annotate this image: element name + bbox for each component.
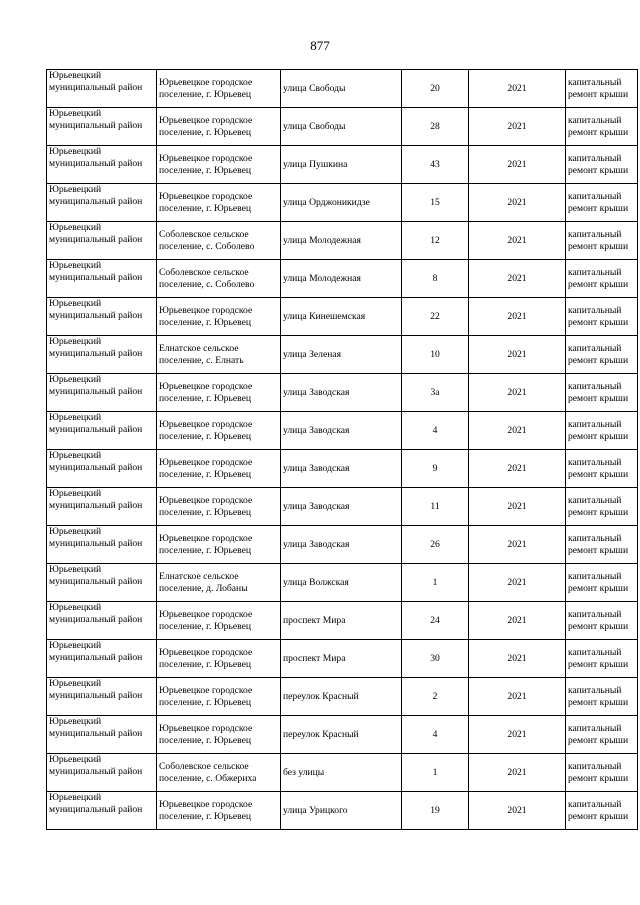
- year-cell: [469, 640, 566, 678]
- house-number-cell: [402, 108, 469, 146]
- settlement-cell: [157, 488, 281, 526]
- work-type-cell-text: капитальный ремонт крыши: [568, 571, 629, 594]
- table-row: [47, 602, 638, 640]
- house-number-cell-text: 22: [430, 310, 440, 322]
- street-cell-text: переулок Красный: [283, 728, 359, 740]
- settlement-cell-text: Юрьевецкое городское поселение, г. Юрьевец: [159, 381, 253, 404]
- house-number-cell: [402, 716, 469, 754]
- street-cell: [281, 526, 402, 564]
- work-type-cell-text: капитальный ремонт крыши: [568, 723, 629, 746]
- work-type-cell: [566, 298, 638, 336]
- table-body: [47, 70, 638, 830]
- work-type-cell-text: капитальный ремонт крыши: [568, 419, 629, 442]
- house-number-cell: [402, 146, 469, 184]
- street-cell: [281, 412, 402, 450]
- house-number-cell: [402, 640, 469, 678]
- house-number-cell-text: 1: [432, 576, 438, 588]
- house-number-cell: [402, 184, 469, 222]
- district-cell: [47, 298, 157, 336]
- settlement-cell-text: Юрьевецкое городское поселение, г. Юрьевец: [159, 647, 253, 670]
- year-cell: [469, 108, 566, 146]
- table-row: [47, 640, 638, 678]
- house-number-cell: [402, 602, 469, 640]
- street-cell-text: улица Зеленая: [283, 348, 342, 360]
- year-cell: [469, 184, 566, 222]
- year-cell: [469, 70, 566, 108]
- settlement-cell: [157, 412, 281, 450]
- street-cell: [281, 298, 402, 336]
- work-type-cell: [566, 336, 638, 374]
- district-cell-text: Юрьевецкий муниципальный район: [49, 716, 143, 739]
- work-type-cell: [566, 146, 638, 184]
- street-cell-text: переулок Красный: [283, 690, 359, 702]
- house-number-cell: [402, 526, 469, 564]
- work-type-cell-text: капитальный ремонт крыши: [568, 77, 629, 100]
- settlement-cell-text: Елнатское сельское поселение, д. Лобаны: [159, 571, 248, 594]
- settlement-cell: [157, 336, 281, 374]
- table-row: [47, 336, 638, 374]
- house-number-cell-text: 15: [430, 196, 440, 208]
- settlement-cell-text: Юрьевецкое городское поселение, г. Юрьевец: [159, 723, 253, 746]
- district-cell-text: Юрьевецкий муниципальный район: [49, 374, 143, 397]
- street-cell: [281, 678, 402, 716]
- settlement-cell: [157, 146, 281, 184]
- street-cell: [281, 184, 402, 222]
- street-cell: [281, 260, 402, 298]
- table-row: [47, 526, 638, 564]
- house-number-cell: [402, 374, 469, 412]
- district-cell-text: Юрьевецкий муниципальный район: [49, 488, 143, 511]
- settlement-cell-text: Юрьевецкое городское поселение, г. Юрьевец: [159, 609, 253, 632]
- street-cell: [281, 488, 402, 526]
- year-cell-text: 2021: [507, 120, 527, 132]
- settlement-cell-text: Юрьевецкое городское поселение, г. Юрьевец: [159, 685, 253, 708]
- street-cell: [281, 108, 402, 146]
- year-cell: [469, 526, 566, 564]
- district-cell-text: Юрьевецкий муниципальный район: [49, 336, 143, 359]
- year-cell: [469, 754, 566, 792]
- year-cell: [469, 260, 566, 298]
- year-cell: [469, 336, 566, 374]
- year-cell-text: 2021: [507, 386, 527, 398]
- district-cell: [47, 412, 157, 450]
- year-cell-text: 2021: [507, 652, 527, 664]
- street-cell: [281, 70, 402, 108]
- street-cell-text: улица Заводская: [283, 386, 350, 398]
- house-number-cell: [402, 298, 469, 336]
- table-row: [47, 450, 638, 488]
- year-cell-text: 2021: [507, 424, 527, 436]
- work-type-cell: [566, 488, 638, 526]
- settlement-cell-text: Юрьевецкое городское поселение, г. Юрьевец: [159, 799, 253, 822]
- work-type-cell-text: капитальный ремонт крыши: [568, 305, 629, 328]
- settlement-cell: [157, 564, 281, 602]
- year-cell: [469, 412, 566, 450]
- table-row: [47, 298, 638, 336]
- house-number-cell-text: 12: [430, 234, 440, 246]
- year-cell: [469, 792, 566, 830]
- work-type-cell: [566, 716, 638, 754]
- house-number-cell: [402, 678, 469, 716]
- house-number-cell-text: 10: [430, 348, 440, 360]
- table-row: [47, 754, 638, 792]
- settlement-cell: [157, 298, 281, 336]
- street-cell-text: улица Молодежная: [283, 234, 361, 246]
- settlement-cell: [157, 450, 281, 488]
- district-cell-text: Юрьевецкий муниципальный район: [49, 146, 143, 169]
- settlement-cell: [157, 70, 281, 108]
- work-type-cell-text: капитальный ремонт крыши: [568, 647, 629, 670]
- work-type-cell-text: капитальный ремонт крыши: [568, 191, 629, 214]
- district-cell-text: Юрьевецкий муниципальный район: [49, 70, 143, 93]
- district-cell: [47, 70, 157, 108]
- settlement-cell-text: Юрьевецкое городское поселение, г. Юрьевец: [159, 457, 253, 480]
- street-cell-text: проспект Мира: [283, 652, 346, 664]
- district-cell-text: Юрьевецкий муниципальный район: [49, 222, 143, 245]
- street-cell-text: без улицы: [283, 766, 325, 778]
- year-cell-text: 2021: [507, 462, 527, 474]
- street-cell-text: улица Свободы: [283, 120, 346, 132]
- house-number-cell-text: 2: [432, 690, 438, 702]
- street-cell-text: проспект Мира: [283, 614, 346, 626]
- district-cell: [47, 488, 157, 526]
- work-type-cell-text: капитальный ремонт крыши: [568, 267, 629, 290]
- district-cell: [47, 602, 157, 640]
- settlement-cell: [157, 374, 281, 412]
- house-number-cell-text: 20: [430, 82, 440, 94]
- table-row: [47, 184, 638, 222]
- work-type-cell-text: капитальный ремонт крыши: [568, 381, 629, 404]
- district-cell: [47, 678, 157, 716]
- street-cell: [281, 336, 402, 374]
- settlement-cell: [157, 678, 281, 716]
- district-cell-text: Юрьевецкий муниципальный район: [49, 526, 143, 549]
- year-cell-text: 2021: [507, 500, 527, 512]
- street-cell: [281, 222, 402, 260]
- work-type-cell: [566, 602, 638, 640]
- district-cell: [47, 564, 157, 602]
- work-type-cell-text: капитальный ремонт крыши: [568, 609, 629, 632]
- house-number-cell-text: 43: [430, 158, 440, 170]
- house-number-cell: [402, 260, 469, 298]
- year-cell: [469, 564, 566, 602]
- district-cell: [47, 108, 157, 146]
- street-cell-text: улица Кинешемская: [283, 310, 366, 322]
- district-cell: [47, 374, 157, 412]
- work-type-cell: [566, 450, 638, 488]
- settlement-cell-text: Юрьевецкое городское поселение, г. Юрьевец: [159, 191, 253, 214]
- house-number-cell-text: 26: [430, 538, 440, 550]
- work-type-cell-text: капитальный ремонт крыши: [568, 799, 629, 822]
- house-number-cell: [402, 564, 469, 602]
- settlement-cell: [157, 640, 281, 678]
- table-row: [47, 488, 638, 526]
- house-number-cell-text: 24: [430, 614, 440, 626]
- year-cell-text: 2021: [507, 690, 527, 702]
- year-cell: [469, 488, 566, 526]
- district-cell: [47, 640, 157, 678]
- table-row: [47, 222, 638, 260]
- work-type-cell: [566, 260, 638, 298]
- house-number-cell-text: 19: [430, 804, 440, 816]
- district-cell: [47, 792, 157, 830]
- house-number-cell: [402, 70, 469, 108]
- page-number: 877: [310, 38, 330, 53]
- work-type-cell-text: капитальный ремонт крыши: [568, 115, 629, 138]
- work-type-cell-text: капитальный ремонт крыши: [568, 153, 629, 176]
- district-cell-text: Юрьевецкий муниципальный район: [49, 450, 143, 473]
- district-cell-text: Юрьевецкий муниципальный район: [49, 754, 143, 777]
- district-cell-text: Юрьевецкий муниципальный район: [49, 564, 143, 587]
- house-number-cell: [402, 450, 469, 488]
- house-number-cell-text: 4: [432, 728, 438, 740]
- settlement-cell: [157, 108, 281, 146]
- district-cell-text: Юрьевецкий муниципальный район: [49, 108, 143, 131]
- year-cell-text: 2021: [507, 766, 527, 778]
- work-type-cell: [566, 70, 638, 108]
- house-number-cell-text: 9: [432, 462, 438, 474]
- year-cell-text: 2021: [507, 310, 527, 322]
- table-row: [47, 716, 638, 754]
- settlement-cell: [157, 184, 281, 222]
- table-row: [47, 678, 638, 716]
- district-cell-text: Юрьевецкий муниципальный район: [49, 678, 143, 701]
- table-row: [47, 564, 638, 602]
- work-type-cell-text: капитальный ремонт крыши: [568, 495, 629, 518]
- year-cell: [469, 678, 566, 716]
- year-cell-text: 2021: [507, 538, 527, 550]
- year-cell-text: 2021: [507, 576, 527, 588]
- house-number-cell-text: 28: [430, 120, 440, 132]
- table-row: [47, 260, 638, 298]
- street-cell: [281, 146, 402, 184]
- year-cell-text: 2021: [507, 158, 527, 170]
- year-cell-text: 2021: [507, 614, 527, 626]
- street-cell-text: улица Волжская: [283, 576, 349, 588]
- work-type-cell-text: капитальный ремонт крыши: [568, 457, 629, 480]
- district-cell: [47, 260, 157, 298]
- house-number-cell-text: 3а: [430, 386, 440, 398]
- work-type-cell-text: капитальный ремонт крыши: [568, 229, 629, 252]
- work-type-cell: [566, 374, 638, 412]
- street-cell-text: улица Орджоникидзе: [283, 196, 370, 208]
- district-cell: [47, 222, 157, 260]
- work-type-cell: [566, 526, 638, 564]
- year-cell: [469, 374, 566, 412]
- settlement-cell-text: Юрьевецкое городское поселение, г. Юрьевец: [159, 305, 253, 328]
- repair-registry-table: [46, 69, 638, 830]
- house-number-cell-text: 30: [430, 652, 440, 664]
- table-row: [47, 70, 638, 108]
- settlement-cell-text: Соболевское сельское поселение, с. Обжериха: [159, 761, 257, 784]
- settlement-cell-text: Юрьевецкое городское поселение, г. Юрьевец: [159, 115, 253, 138]
- district-cell: [47, 146, 157, 184]
- year-cell: [469, 298, 566, 336]
- street-cell-text: улица Урицкого: [283, 804, 348, 816]
- settlement-cell-text: Юрьевецкое городское поселение, г. Юрьевец: [159, 153, 253, 176]
- street-cell-text: улица Заводская: [283, 500, 350, 512]
- table-row: [47, 146, 638, 184]
- street-cell: [281, 374, 402, 412]
- house-number-cell: [402, 792, 469, 830]
- house-number-cell-text: 8: [432, 272, 438, 284]
- street-cell: [281, 792, 402, 830]
- settlement-cell: [157, 602, 281, 640]
- work-type-cell: [566, 640, 638, 678]
- district-cell-text: Юрьевецкий муниципальный район: [49, 298, 143, 321]
- house-number-cell-text: 4: [432, 424, 438, 436]
- year-cell-text: 2021: [507, 234, 527, 246]
- settlement-cell: [157, 716, 281, 754]
- house-number-cell-text: 11: [430, 500, 440, 512]
- work-type-cell: [566, 108, 638, 146]
- street-cell-text: улица Свободы: [283, 82, 346, 94]
- district-cell: [47, 754, 157, 792]
- district-cell: [47, 184, 157, 222]
- street-cell: [281, 602, 402, 640]
- year-cell-text: 2021: [507, 196, 527, 208]
- year-cell-text: 2021: [507, 348, 527, 360]
- work-type-cell: [566, 792, 638, 830]
- work-type-cell: [566, 412, 638, 450]
- district-cell-text: Юрьевецкий муниципальный район: [49, 602, 143, 625]
- house-number-cell: [402, 488, 469, 526]
- district-cell-text: Юрьевецкий муниципальный район: [49, 412, 143, 435]
- settlement-cell: [157, 792, 281, 830]
- work-type-cell-text: капитальный ремонт крыши: [568, 343, 629, 366]
- table-row: [47, 792, 638, 830]
- work-type-cell-text: капитальный ремонт крыши: [568, 533, 629, 556]
- year-cell: [469, 602, 566, 640]
- street-cell: [281, 716, 402, 754]
- year-cell-text: 2021: [507, 804, 527, 816]
- house-number-cell: [402, 336, 469, 374]
- table-row: [47, 108, 638, 146]
- table-row: [47, 412, 638, 450]
- year-cell: [469, 146, 566, 184]
- house-number-cell: [402, 222, 469, 260]
- work-type-cell-text: капитальный ремонт крыши: [568, 761, 629, 784]
- street-cell-text: улица Пушкина: [283, 158, 348, 170]
- settlement-cell-text: Юрьевецкое городское поселение, г. Юрьевец: [159, 419, 253, 442]
- district-cell-text: Юрьевецкий муниципальный район: [49, 792, 143, 815]
- settlement-cell-text: Юрьевецкое городское поселение, г. Юрьевец: [159, 495, 253, 518]
- settlement-cell-text: Елнатское сельское поселение, с. Елнать: [159, 343, 244, 366]
- house-number-cell: [402, 754, 469, 792]
- year-cell: [469, 222, 566, 260]
- settlement-cell: [157, 260, 281, 298]
- settlement-cell-text: Соболевское сельское поселение, с. Соболево: [159, 267, 255, 290]
- work-type-cell: [566, 754, 638, 792]
- street-cell: [281, 754, 402, 792]
- house-number-cell: [402, 412, 469, 450]
- work-type-cell: [566, 678, 638, 716]
- district-cell-text: Юрьевецкий муниципальный район: [49, 184, 143, 207]
- settlement-cell: [157, 222, 281, 260]
- work-type-cell: [566, 184, 638, 222]
- street-cell-text: улица Заводская: [283, 538, 350, 550]
- house-number-cell-text: 1: [432, 766, 438, 778]
- district-cell: [47, 336, 157, 374]
- year-cell-text: 2021: [507, 728, 527, 740]
- street-cell-text: улица Заводская: [283, 462, 350, 474]
- street-cell: [281, 564, 402, 602]
- district-cell-text: Юрьевецкий муниципальный район: [49, 640, 143, 663]
- year-cell: [469, 450, 566, 488]
- year-cell: [469, 716, 566, 754]
- district-cell-text: Юрьевецкий муниципальный район: [49, 260, 143, 283]
- year-cell-text: 2021: [507, 272, 527, 284]
- district-cell: [47, 450, 157, 488]
- settlement-cell: [157, 526, 281, 564]
- work-type-cell-text: капитальный ремонт крыши: [568, 685, 629, 708]
- district-cell: [47, 716, 157, 754]
- street-cell-text: улица Молодежная: [283, 272, 361, 284]
- year-cell-text: 2021: [507, 82, 527, 94]
- street-cell: [281, 640, 402, 678]
- settlement-cell-text: Соболевское сельское поселение, с. Соболево: [159, 229, 255, 252]
- work-type-cell: [566, 564, 638, 602]
- street-cell-text: улица Заводская: [283, 424, 350, 436]
- street-cell: [281, 450, 402, 488]
- work-type-cell: [566, 222, 638, 260]
- settlement-cell-text: Юрьевецкое городское поселение, г. Юрьевец: [159, 533, 253, 556]
- settlement-cell: [157, 754, 281, 792]
- table-row: [47, 374, 638, 412]
- district-cell: [47, 526, 157, 564]
- settlement-cell-text: Юрьевецкое городское поселение, г. Юрьевец: [159, 77, 253, 100]
